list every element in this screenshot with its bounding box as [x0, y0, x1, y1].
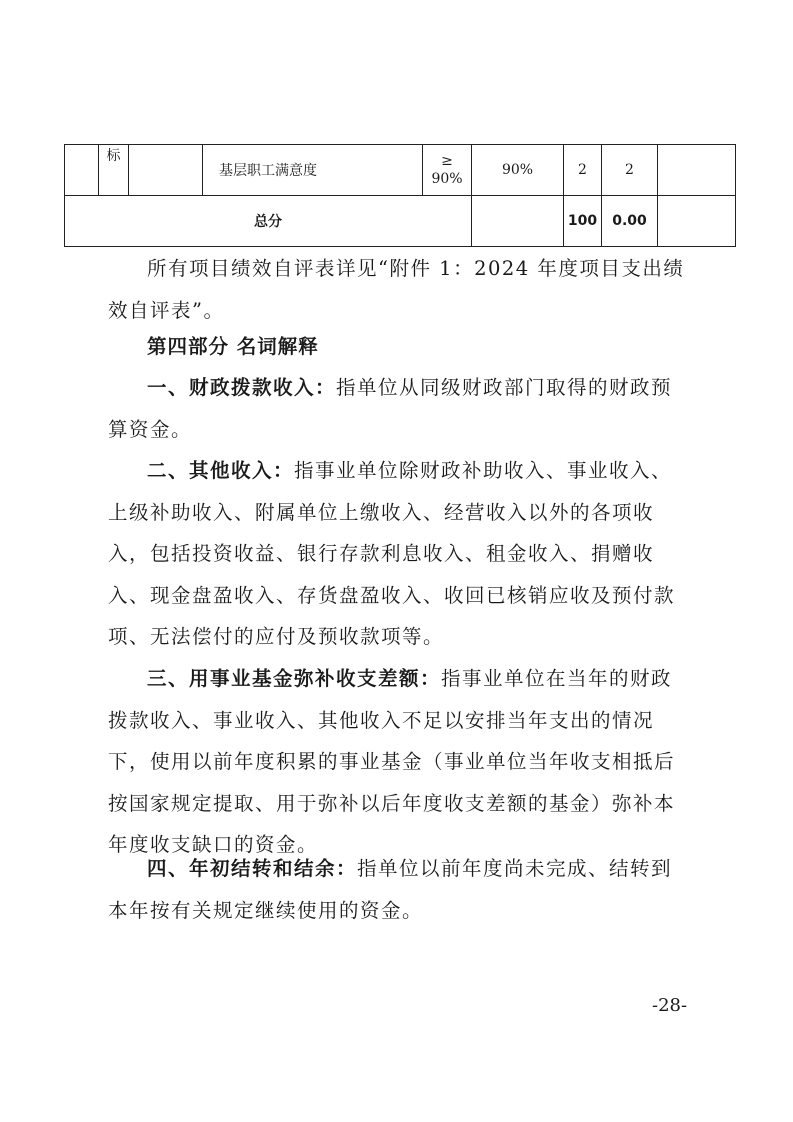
definition-paragraph: [108, 658, 690, 866]
definition-text: 指事业单位除财政补助收入、事业收入、上级补助收入、附属单位上缴收入、经营收入以外的各项收入，包括投资收益、银行存款利息收入、租金收入、捐赠收入、现金盘盈收入、存货盘盈收入、收回已核销应收及预付款项、无法偿付的应付及预收款项等。: [108, 459, 676, 649]
definition-paragraph: [108, 848, 690, 931]
intro-paragraph: 所有项目绩效自评表详见“附件 1：2024 年度项目支出绩效自评表”。: [108, 257, 685, 322]
total-weight-cell: 100: [564, 196, 602, 247]
definition-term: 三、用事业基金弥补收支差额：: [147, 667, 442, 690]
weight-cell: 2: [564, 145, 602, 196]
target-symbol: ≥: [441, 153, 453, 169]
table-row: [65, 145, 736, 196]
actual-value-cell: 90%: [472, 145, 564, 196]
note-cell: [658, 145, 736, 196]
table-cell: [65, 145, 99, 196]
total-row: [65, 196, 736, 247]
note-cell: [658, 196, 736, 247]
target-value: 90%: [431, 171, 463, 187]
indicator-category-cell: 标: [99, 145, 129, 196]
performance-table: [64, 144, 736, 247]
definition-paragraph: [108, 367, 690, 450]
definition-term: 二、其他收入：: [147, 459, 295, 482]
section-heading: 第四部分 名词解释: [147, 335, 319, 358]
definition-term: 一、财政拨款收入：: [147, 376, 337, 399]
total-label-cell: 总分: [65, 196, 472, 247]
definition-paragraph: [108, 450, 690, 658]
total-score-cell: 0.00: [602, 196, 658, 247]
score-cell: 2: [602, 145, 658, 196]
definition-text: 指单位从同级财政部门取得的财政预算资金。: [108, 376, 673, 441]
page-number: -28-: [652, 995, 688, 1016]
definition-term: 四、年初结转和结余：: [147, 857, 358, 880]
definition-text: 指事业单位在当年的财政拨款收入、事业收入、其他收入不足以安排当年支出的情况下，使用以前年度积累的事业基金（事业单位当年收支相抵后按国家规定提取、用于弥补以后年度收支差额的基金）弥补本年度收支缺口的资金。: [108, 667, 676, 857]
target-value-cell: [423, 145, 472, 196]
table-cell: [472, 196, 564, 247]
table-cell: [129, 145, 203, 196]
indicator-name-cell: 基层职工满意度: [203, 145, 423, 196]
definition-text: 指单位以前年度尚未完成、结转到本年按有关规定继续使用的资金。: [108, 857, 673, 922]
